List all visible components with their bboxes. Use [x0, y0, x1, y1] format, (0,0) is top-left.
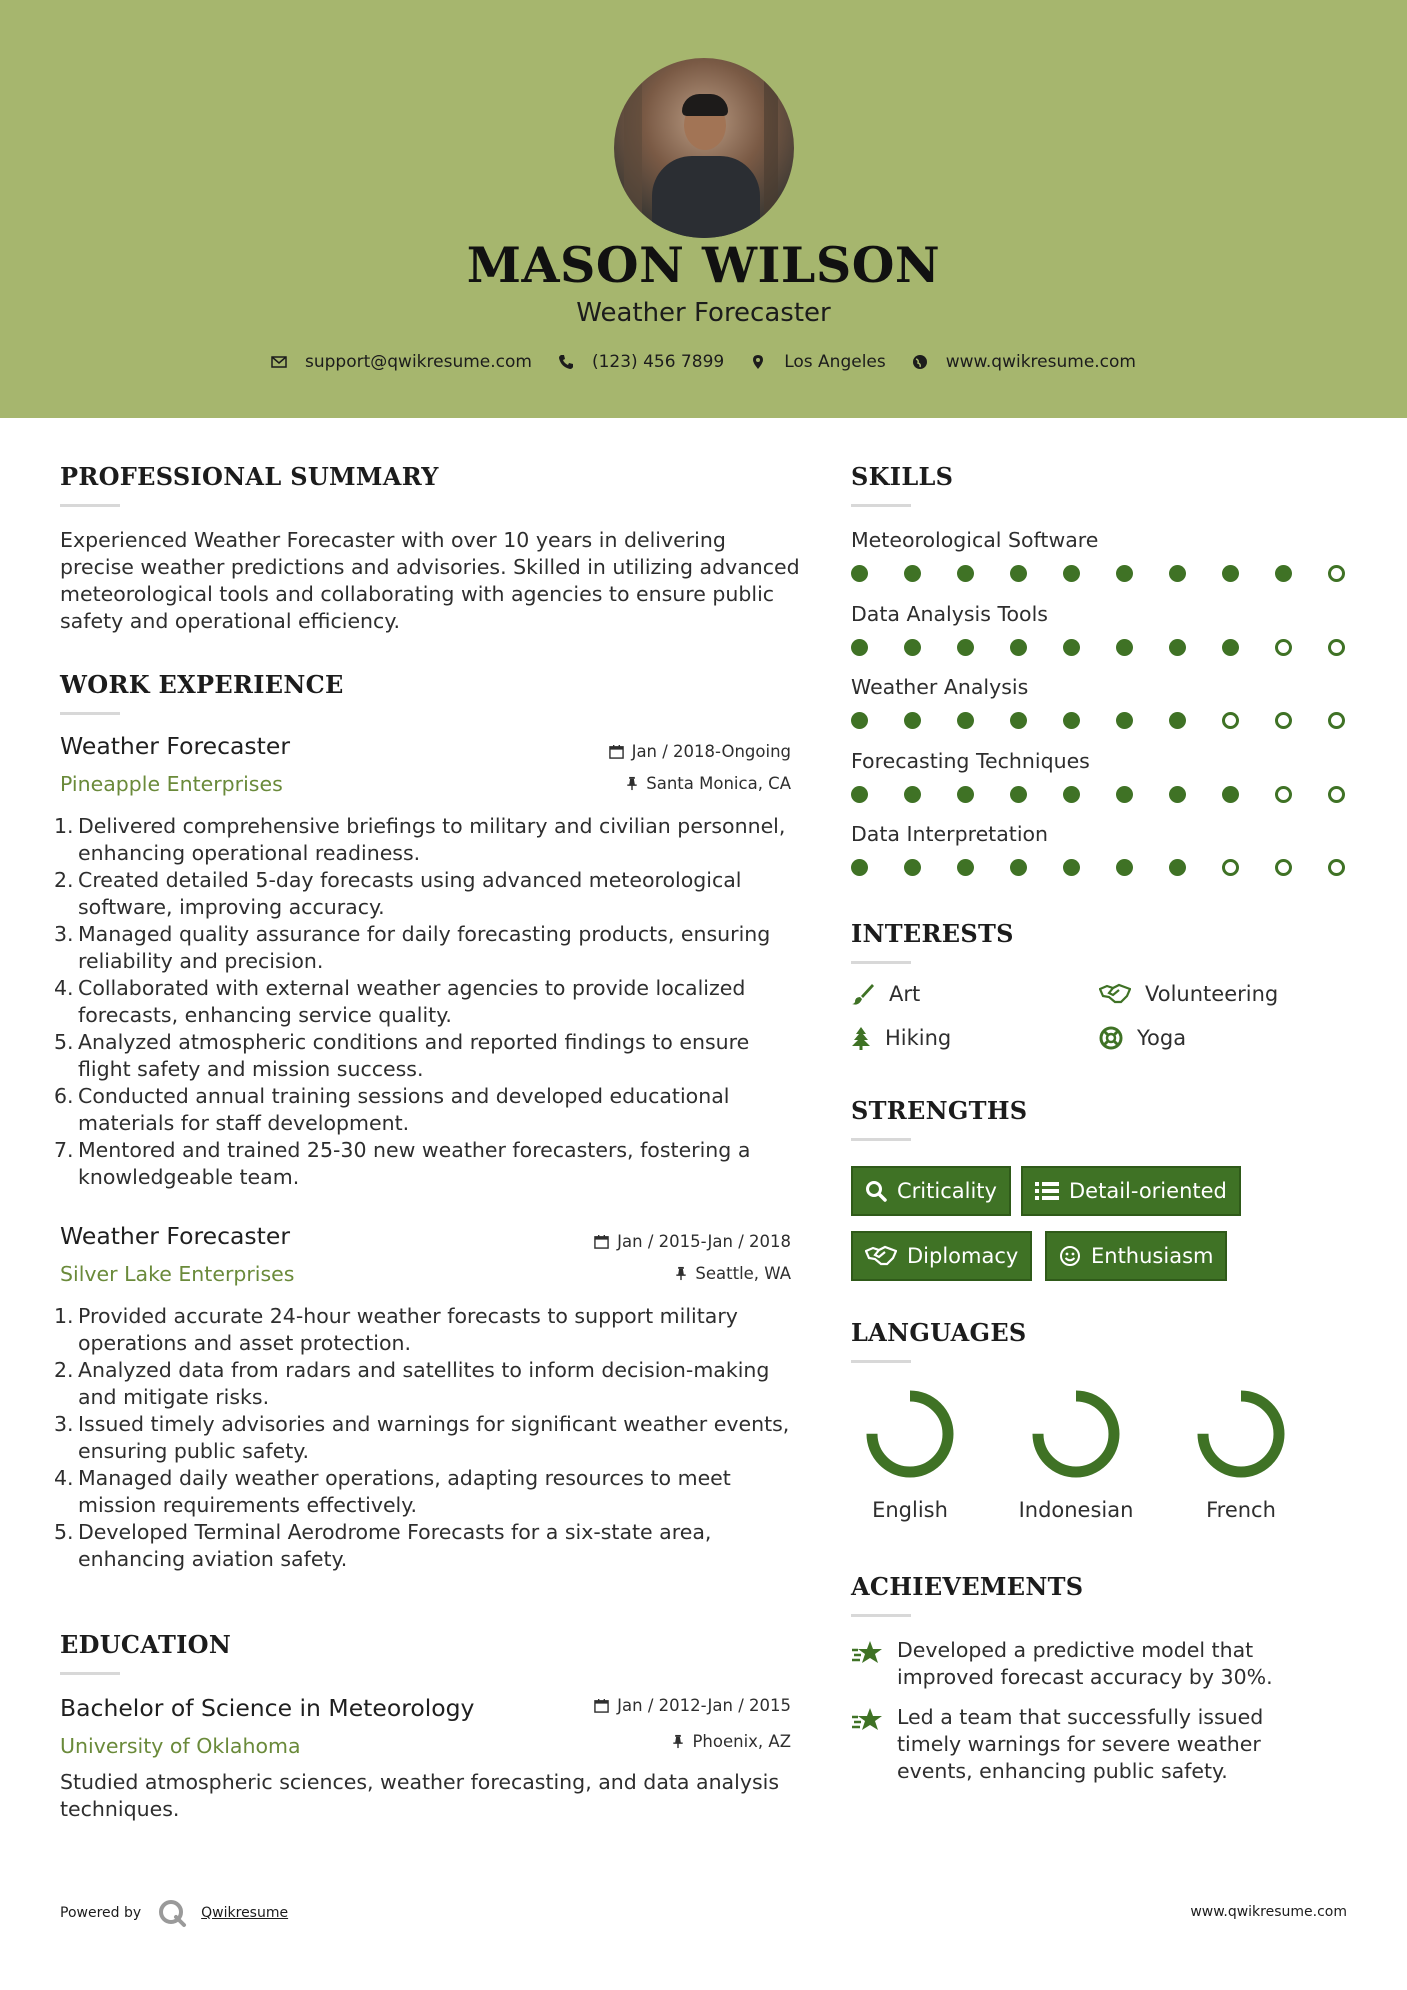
skill-rating	[851, 639, 1381, 656]
achievement-item: Led a team that successfully issued timely warnings for severe weather events, enhancing public safety.	[851, 1704, 1321, 1785]
skill-name: Data Analysis Tools	[851, 601, 1048, 626]
star-icon	[851, 1706, 883, 1734]
paintbrush-icon	[851, 982, 875, 1006]
language-name: Indonesian	[1018, 1498, 1134, 1522]
list-item: 1. Delivered comprehensive briefings to military and civilian personnel, enhancing operational readiness.	[54, 814, 786, 865]
rating-dot-empty	[1328, 786, 1345, 803]
calendar-icon	[594, 1234, 609, 1249]
interest-yoga: Yoga	[1099, 1026, 1186, 1050]
rating-dot-empty	[1328, 859, 1345, 876]
skill-rating	[851, 565, 1381, 582]
strength-enthusiasm: Enthusiasm	[1045, 1231, 1227, 1281]
language-item	[1001, 1388, 1151, 1522]
tree-icon	[851, 1026, 871, 1050]
job-2-location	[491, 1264, 791, 1283]
education-heading: EDUCATION	[60, 1630, 232, 1659]
rating-dot-filled	[851, 712, 868, 729]
list-item: 1. Provided accurate 24-hour weather forecasts to support military operations and asset protection.	[54, 1304, 738, 1355]
list-item: 4. Collaborated with external weather agencies to provide localized forecasts, enhancing service quality.	[54, 976, 746, 1027]
rating-dot-filled	[957, 712, 974, 729]
rating-dot-empty	[1328, 639, 1345, 656]
smile-icon	[1059, 1245, 1081, 1267]
job-1-dates	[491, 742, 791, 761]
rating-dot-filled	[1010, 712, 1027, 729]
rating-dot-filled	[957, 786, 974, 803]
rating-dot-filled	[1169, 786, 1186, 803]
language-name: French	[1206, 1498, 1276, 1522]
rating-dot-filled	[1010, 786, 1027, 803]
job-1-location-text: Santa Monica, CA	[646, 774, 791, 793]
rating-dot-filled	[957, 859, 974, 876]
rating-dot-empty	[1275, 639, 1292, 656]
rating-dot-filled	[1010, 639, 1027, 656]
language-name: English	[872, 1498, 948, 1522]
education-degree: Bachelor of Science in Meteorology	[60, 1694, 475, 1722]
skills-divider	[851, 504, 911, 507]
rating-dot-filled	[904, 712, 921, 729]
list-item: 2. Created detailed 5-day forecasts using advanced meteorological software, improving accuracy.	[54, 868, 742, 919]
rating-dot-filled	[851, 786, 868, 803]
lifering-icon	[1099, 1026, 1123, 1050]
rating-dot-empty	[1275, 712, 1292, 729]
contact-website[interactable]	[912, 352, 1136, 372]
rating-dot-filled	[851, 565, 868, 582]
rating-dot-filled	[1116, 786, 1133, 803]
education-divider	[60, 1672, 120, 1675]
experience-heading: WORK EXPERIENCE	[60, 670, 344, 699]
rating-dot-filled	[1063, 712, 1080, 729]
list-item: 5. Analyzed atmospheric conditions and reported findings to ensure flight safety and mission success.	[54, 1030, 750, 1081]
skill-rating	[851, 859, 1381, 876]
language-item	[835, 1388, 985, 1522]
experience-divider	[60, 712, 120, 715]
achievements-divider	[851, 1614, 911, 1617]
contact-phone-text: (123) 456 7899	[591, 352, 725, 372]
rating-dot-filled	[1116, 639, 1133, 656]
rating-dot-filled	[1169, 565, 1186, 582]
job-1-company: Pineapple Enterprises	[60, 772, 283, 796]
rating-dot-empty	[1275, 786, 1292, 803]
list-icon	[1035, 1181, 1059, 1201]
languages-heading: LANGUAGES	[851, 1318, 1027, 1347]
job-2-dates	[491, 1232, 791, 1251]
rating-dot-filled	[904, 786, 921, 803]
job-2-title: Weather Forecaster	[60, 1222, 290, 1250]
education-dates	[491, 1696, 791, 1715]
language-ring	[1030, 1388, 1122, 1480]
job-2-bullets	[54, 1303, 800, 1573]
interests-divider	[851, 961, 911, 964]
skill-name: Meteorological Software	[851, 528, 1099, 552]
qwikresume-link[interactable]: Qwikresume	[201, 1905, 289, 1921]
languages-divider	[851, 1360, 911, 1363]
summary-text: Experienced Weather Forecaster with over 10 years in delivering precise weather predictions and advisories. Skilled in utilizing advanced meteorological tools and collaborating with agencies to ensure public safety and operational efficiency.	[60, 528, 800, 633]
skill-name: Data Interpretation	[851, 822, 1049, 846]
candidate-name: MASON WILSON	[466, 236, 941, 294]
footer-website[interactable]: www.qwikresume.com	[1190, 1904, 1347, 1920]
job-2-location-text: Seattle, WA	[695, 1264, 791, 1283]
job-1-dates-text: Jan / 2018-Ongoing	[631, 742, 791, 761]
pin-icon	[626, 776, 638, 791]
list-item: 7. Mentored and trained 25-30 new weather forecasters, fostering a knowledgeable team.	[54, 1138, 751, 1189]
education-location	[491, 1732, 791, 1751]
rating-dot-filled	[851, 859, 868, 876]
rating-dot-filled	[1222, 786, 1239, 803]
list-item: 3. Issued timely advisories and warnings for significant weather events, ensuring public safety.	[54, 1412, 790, 1463]
skill-name: Forecasting Techniques	[851, 748, 1090, 773]
pin-icon	[672, 1734, 684, 1749]
contact-bar	[0, 352, 1407, 372]
language-ring-arc	[872, 1396, 948, 1472]
skill-rating	[851, 712, 1381, 729]
language-ring-arc	[1038, 1396, 1114, 1472]
strength-diplomacy: Diplomacy	[851, 1231, 1032, 1281]
star-icon	[851, 1639, 883, 1667]
rating-dot-filled	[1063, 859, 1080, 876]
calendar-icon	[609, 744, 624, 759]
rating-dot-filled	[1116, 565, 1133, 582]
pin-icon	[675, 1266, 687, 1281]
skill-rating	[851, 786, 1381, 803]
list-item: 5. Developed Terminal Aerodrome Forecasts for a six-state area, enhancing aviation safety.	[54, 1520, 712, 1571]
job-1-bullets	[54, 813, 800, 1191]
contact-location	[750, 352, 886, 372]
achievements-heading: ACHIEVEMENTS	[851, 1572, 1084, 1601]
education-location-text: Phoenix, AZ	[692, 1732, 791, 1751]
rating-dot-filled	[1116, 859, 1133, 876]
map-marker-icon	[750, 354, 766, 370]
rating-dot-filled	[1169, 712, 1186, 729]
rating-dot-empty	[1275, 859, 1292, 876]
education-dates-text: Jan / 2012-Jan / 2015	[617, 1696, 791, 1715]
summary-divider	[60, 504, 120, 507]
rating-dot-filled	[957, 565, 974, 582]
language-ring	[1195, 1388, 1287, 1480]
job-1-title: Weather Forecaster	[60, 732, 290, 760]
footer-powered-by: Powered by Qwikresume	[60, 1898, 288, 1928]
rating-dot-filled	[957, 639, 974, 656]
interests-heading: INTERESTS	[851, 919, 1014, 948]
candidate-title: Weather Forecaster	[576, 298, 831, 328]
globe-icon	[912, 354, 928, 370]
interest-volunteering: Volunteering	[1099, 982, 1278, 1006]
rating-dot-filled	[904, 639, 921, 656]
rating-dot-filled	[1010, 565, 1027, 582]
contact-website-text: www.qwikresume.com	[945, 352, 1136, 372]
achievement-item: Developed a predictive model that improved forecast accuracy by 30%.	[851, 1637, 1321, 1691]
list-item: 4. Managed daily weather operations, adapting resources to meet mission requirements effectively.	[54, 1466, 731, 1517]
strengths-heading: STRENGTHS	[851, 1096, 1028, 1125]
language-item	[1166, 1388, 1316, 1522]
rating-dot-filled	[1010, 859, 1027, 876]
rating-dot-empty	[1328, 712, 1345, 729]
rating-dot-filled	[904, 565, 921, 582]
rating-dot-filled	[1275, 565, 1292, 582]
job-1-location	[491, 774, 791, 793]
skills-heading: SKILLS	[851, 462, 954, 491]
rating-dot-filled	[1116, 712, 1133, 729]
summary-heading: PROFESSIONAL SUMMARY	[60, 462, 439, 491]
rating-dot-filled	[1063, 786, 1080, 803]
phone-icon	[558, 354, 574, 370]
rating-dot-filled	[1222, 639, 1239, 656]
list-item: 3. Managed quality assurance for daily forecasting products, ensuring reliability and precision.	[54, 922, 771, 973]
education-description: Studied atmospheric sciences, weather forecasting, and data analysis techniques.	[60, 1770, 780, 1821]
contact-email[interactable]	[271, 352, 532, 372]
list-item: 6. Conducted annual training sessions and developed educational materials for staff development.	[54, 1084, 730, 1135]
rating-dot-filled	[1169, 859, 1186, 876]
language-ring-arc	[1203, 1396, 1279, 1472]
contact-phone[interactable]	[558, 352, 724, 372]
language-ring	[864, 1388, 956, 1480]
rating-dot-filled	[851, 639, 868, 656]
rating-dot-filled	[1063, 639, 1080, 656]
strength-criticality: Criticality	[851, 1166, 1011, 1216]
resume-header	[0, 0, 1407, 418]
rating-dot-empty	[1222, 859, 1239, 876]
interest-hiking: Hiking	[851, 1026, 951, 1050]
strengths-divider	[851, 1138, 911, 1141]
job-2-dates-text: Jan / 2015-Jan / 2018	[617, 1232, 791, 1251]
interest-art: Art	[851, 982, 920, 1006]
rating-dot-filled	[1063, 565, 1080, 582]
education-school: University of Oklahoma	[60, 1734, 301, 1758]
calendar-icon	[594, 1698, 609, 1713]
list-item: 2. Analyzed data from radars and satellites to inform decision-making and mitigate risks.	[54, 1358, 770, 1409]
search-icon	[865, 1180, 887, 1202]
rating-dot-filled	[1222, 565, 1239, 582]
envelope-icon	[271, 354, 287, 370]
rating-dot-filled	[1169, 639, 1186, 656]
rating-dot-empty	[1222, 712, 1239, 729]
job-2-company: Silver Lake Enterprises	[60, 1262, 295, 1286]
skill-name: Weather Analysis	[851, 675, 1029, 699]
rating-dot-empty	[1328, 565, 1345, 582]
strength-detail-oriented: Detail-oriented	[1021, 1166, 1241, 1216]
contact-location-text: Los Angeles	[784, 352, 886, 372]
handshake-icon	[1099, 983, 1131, 1005]
qwikresume-logo-icon	[157, 1898, 187, 1928]
contact-email-text: support@qwikresume.com	[305, 352, 532, 372]
handshake-icon	[865, 1245, 897, 1267]
rating-dot-filled	[904, 859, 921, 876]
profile-photo	[614, 58, 794, 238]
